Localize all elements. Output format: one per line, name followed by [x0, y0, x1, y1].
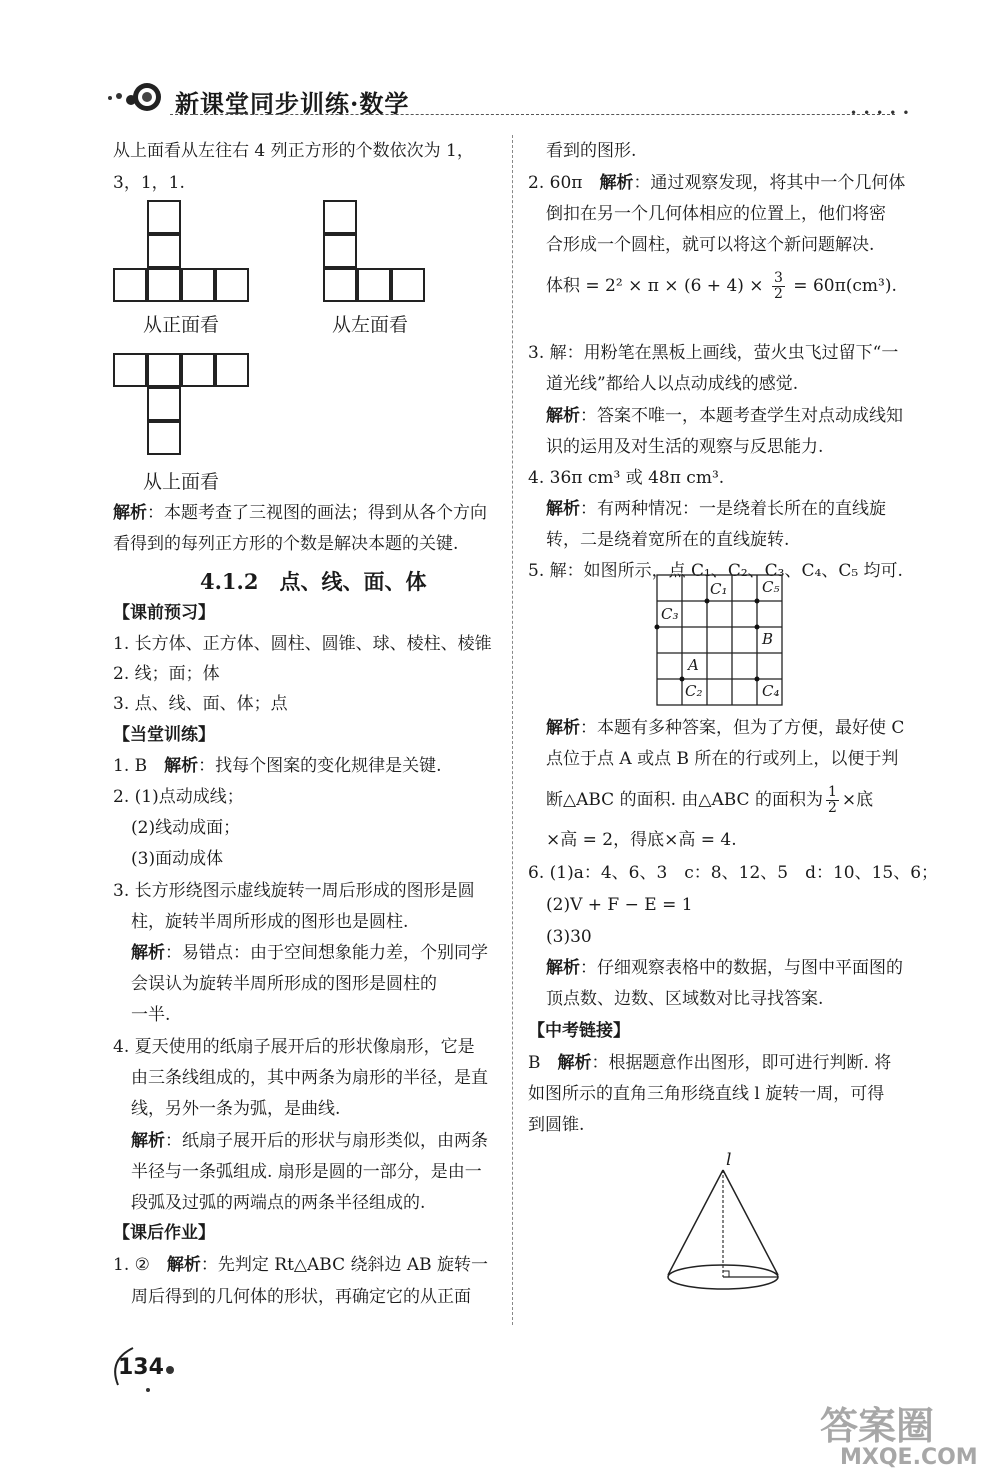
label-c1: C₁ — [710, 580, 728, 598]
volume-formula: 体积 = 2² × π × (6 + 4) × $\frac{3}{2}$ = 60π(cm³). — [546, 270, 897, 302]
answer-line: 2. (1)点动成线； — [113, 787, 244, 807]
analysis-text: 看得到的每列正方形的个数是解决本题的关键. — [113, 534, 459, 554]
analysis-text: 解析：有两种情况：一是绕着长所在的直线旋 — [546, 499, 886, 519]
label-b: B — [762, 630, 774, 648]
caption-front-view: 从正面看 — [143, 314, 220, 336]
answer-line: 5. 解：如图所示，点 C₁、C₂、C₃、C₄、C₅ 均可. — [528, 561, 903, 581]
analysis-text: 解析：纸扇子展开后的形状与扇形类似，由两条 — [131, 1131, 488, 1151]
caption-top-view: 从上面看 — [143, 471, 220, 493]
exam-heading: 【中考链接】 — [528, 1021, 630, 1041]
answer-line: 线，另外一条为弧，是曲线. — [131, 1099, 341, 1119]
analysis-text: 段弧及过弧的两端点的两条半径组成的. — [131, 1193, 426, 1213]
axis-label-l: l — [726, 1150, 732, 1170]
analysis-text: 解析：本题考查了三视图的画法；得到从各个方向 — [113, 503, 487, 523]
answer-line: 4. 36π cm³ 或 48π cm³. — [528, 468, 725, 488]
watermark-url: MXQE.COM — [840, 1445, 978, 1470]
analysis-text: 解析：本题有多种答案，但为了方便，最好使 C — [546, 718, 905, 738]
answer-line: 柱，旋转半周所形成的图形也是圆柱. — [131, 912, 409, 932]
fraction: $\frac{1}{2}$ — [827, 784, 837, 816]
analysis-text: 点位于点 A 或点 B 所在的行或列上，以便于判 — [546, 749, 899, 769]
point-grid-figure — [652, 572, 792, 716]
label-c4: C₄ — [762, 682, 780, 700]
answer-line: (3)30 — [546, 927, 592, 947]
analysis-text: 解析：易错点：由于空间想象能力差，个别同学 — [131, 943, 488, 963]
header-title: 新课堂同步训练·数学 — [175, 89, 410, 118]
intro-line: 从上面看从左往右 4 列正方形的个数依次为 1， — [113, 141, 474, 161]
answer-line: 3. 解：用粉笔在黑板上画线，萤火虫飞过留下“一 — [528, 343, 899, 363]
answer-line: (2)线动成面； — [131, 818, 241, 838]
answer-line: (3)面动成体 — [131, 849, 224, 869]
answer-line: 6. (1)a：4、6、3 c：8、12、5 d：10、15、6； — [528, 863, 939, 883]
label-c2: C₂ — [685, 682, 703, 700]
answer-line: 1. 长方体、正方体、圆柱、圆锥、球、棱柱、棱锥 — [113, 634, 492, 654]
analysis-text: 断△ABC 的面积. 由△ABC 的面积为 $\frac{1}{2}$ ×底 — [546, 784, 874, 816]
answer-line: 看到的图形. — [546, 141, 637, 161]
analysis-text: 一半. — [131, 1005, 171, 1025]
answer-line: 1. ② 解析：先判定 Rt△ABC 绕斜边 AB 旋转一 — [113, 1255, 489, 1275]
cone-figure — [660, 1150, 790, 1299]
class-heading: 【当堂训练】 — [113, 725, 215, 745]
caption-left-view: 从左面看 — [332, 314, 409, 336]
answer-line: 倒扣在另一个几何体相应的位置上，他们将密 — [546, 204, 886, 224]
analysis-text: 解析：仔细观察表格中的数据，与图中平面图的 — [546, 958, 903, 978]
analysis-text: 半径与一条弧组成. 扇形是圆的一部分，是由一 — [131, 1162, 482, 1182]
column-divider — [512, 135, 513, 1325]
answer-line: (2)V + F − E = 1 — [546, 895, 693, 915]
analysis-text: 识的运用及对生活的观察与反思能力. — [546, 437, 824, 457]
answer-line: 3. 点、线、面、体；点 — [113, 694, 288, 714]
analysis-text: 顶点数、边数、区域数对比寻找答案. — [546, 989, 824, 1009]
header-rule — [170, 114, 895, 115]
answer-line: 2. 60π 解析：通过观察发现，将其中一个几何体 — [528, 173, 906, 193]
answer-line: 2. 线；面；体 — [113, 664, 220, 684]
intro-line: 3，1，1. — [113, 173, 185, 193]
fraction: $\frac{3}{2}$ — [773, 270, 783, 302]
page-number: 134 — [118, 1355, 164, 1380]
preview-heading: 【课前预习】 — [113, 603, 215, 623]
analysis-text: ×高 = 2，得底×高 = 4. — [546, 830, 737, 850]
answer-line: 周后得到的几何体的形状，再确定它的从正面 — [131, 1287, 471, 1307]
answer-line: 由三条线组成的，其中两条为扇形的半径，是直 — [131, 1068, 488, 1088]
analysis-text: 会误认为旋转半周所形成的图形是圆柱的 — [131, 974, 437, 994]
homework-heading: 【课后作业】 — [113, 1223, 215, 1243]
analysis-text: 解析：答案不唯一，本题考查学生对点动成线知 — [546, 406, 903, 426]
answer-line: 合形成一个圆柱，就可以将这个新问题解决. — [546, 235, 875, 255]
label-c5: C₅ — [762, 578, 780, 596]
watermark-logo: 答案圈 — [820, 1404, 935, 1448]
header-dots-icon: ••••• — [850, 106, 916, 120]
label-a: A — [688, 656, 699, 674]
header-logo-icon — [105, 80, 165, 118]
section-title: 4.1.2 点、线、面、体 — [200, 569, 427, 594]
analysis-text: 转，二是绕着宽所在的直线旋转. — [546, 530, 790, 550]
answer-line: 如图所示的直角三角形绕直线 l 旋转一周，可得 — [528, 1084, 885, 1104]
answer-line: 到圆锥. — [528, 1115, 585, 1135]
answer-line: B 解析：根据题意作出图形，即可进行判断. 将 — [528, 1053, 892, 1073]
answer-line: 3. 长方形绕图示虚线旋转一周后形成的图形是圆 — [113, 881, 475, 901]
answer-line: 道光线”都给人以点动成线的感觉. — [546, 374, 799, 394]
answer-line: 4. 夏天使用的纸扇子展开后的形状像扇形，它是 — [113, 1037, 475, 1057]
label-c3: C₃ — [661, 605, 679, 623]
answer-line: 1. B 解析：找每个图案的变化规律是关键. — [113, 756, 442, 776]
